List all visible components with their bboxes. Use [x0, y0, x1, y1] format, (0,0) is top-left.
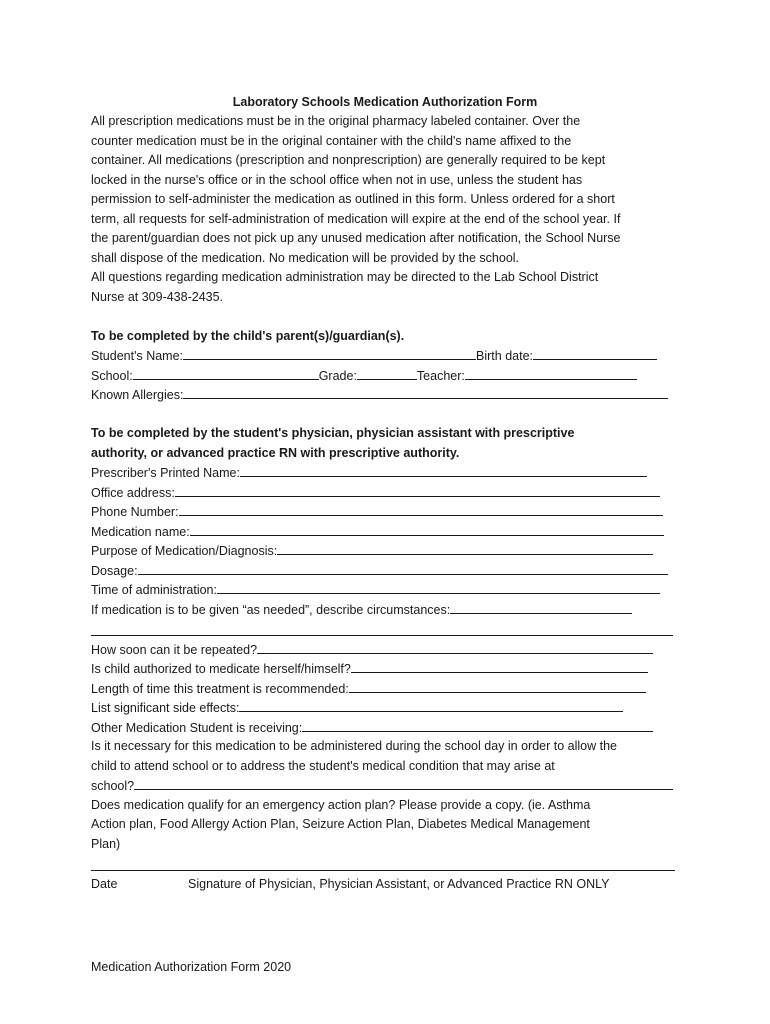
emergency-question-end: Plan)	[91, 836, 121, 851]
necessary-row	[91, 776, 691, 796]
length-row	[91, 679, 691, 699]
medication-field[interactable]	[190, 522, 664, 536]
time-field[interactable]	[217, 580, 660, 594]
student-name-label: Student's Name:	[91, 349, 184, 363]
purpose-field[interactable]	[277, 541, 653, 555]
parent-section-heading: To be completed by the child's parent(s)/guardian(s).	[91, 328, 405, 343]
time-row	[91, 580, 691, 600]
date-label: Date	[91, 876, 118, 891]
length-label: Length of time this treatment is recommended:	[91, 681, 349, 696]
necessary-field[interactable]	[134, 776, 673, 790]
dosage-row	[91, 561, 691, 581]
allergies-row	[91, 385, 691, 405]
medication-row	[91, 522, 691, 542]
intro-line: All questions regarding medication administration may be directed to the Lab School District	[91, 270, 599, 284]
page-footer: Medication Authorization Form 2020	[91, 960, 292, 974]
signature-row	[91, 875, 691, 895]
side-effects-field[interactable]	[239, 698, 623, 712]
other-med-field[interactable]	[302, 718, 653, 732]
intro-line: shall dispose of the medication. No medication will be provided by the school.	[91, 250, 520, 265]
necessary-question-cont: child to attend school or to address the student's medical condition that may arise at	[91, 758, 555, 773]
grade-label: Grade:	[318, 368, 357, 383]
office-row	[91, 483, 691, 503]
phone-label: Phone Number:	[91, 505, 179, 519]
signature-line[interactable]	[91, 854, 675, 871]
repeat-field[interactable]	[257, 640, 653, 654]
physician-section-heading-cont: authority, or advanced practice RN with prescriptive authority.	[91, 445, 460, 460]
as-needed-field[interactable]	[450, 600, 632, 614]
allergies-label: Known Allergies:	[91, 388, 184, 402]
prescriber-label: Prescriber's Printed Name:	[91, 466, 240, 480]
as-needed-row	[91, 600, 691, 620]
necessary-label: school?	[91, 779, 135, 793]
prescriber-row	[91, 463, 691, 483]
teacher-field[interactable]	[465, 366, 637, 380]
self-medicate-field[interactable]	[351, 659, 648, 673]
purpose-label: Purpose of Medication/Diagnosis:	[91, 544, 278, 558]
office-field[interactable]	[175, 483, 660, 497]
phone-row	[91, 502, 691, 522]
allergies-field[interactable]	[183, 385, 668, 399]
signature-label: Signature of Physician, Physician Assistant, or Advanced Practice RN ONLY	[188, 876, 610, 891]
as-needed-field-cont[interactable]	[91, 619, 673, 636]
intro-line: locked in the nurse's office or in the school office when not in use, unless the student has	[91, 172, 583, 187]
self-medicate-label: Is child authorized to medicate herself/himself?	[91, 662, 351, 676]
intro-line: permission to self-administer the medication as outlined in this form. Unless ordered for a short	[91, 192, 615, 206]
time-label: Time of administration:	[91, 583, 217, 597]
intro-line: container. All medications (prescription and nonprescription) are generally required to be kept	[91, 153, 606, 167]
intro-line: Nurse at 309-438-2435.	[91, 289, 224, 304]
phone-field[interactable]	[179, 502, 663, 516]
form-body	[91, 112, 691, 894]
necessary-question: Is it necessary for this medication to be administered during the school day in order to allow the	[91, 739, 617, 753]
intro-line: All prescription medications must be in the original pharmacy labeled container. Over the	[91, 114, 581, 128]
student-name-row	[91, 346, 691, 366]
birth-date-field[interactable]	[533, 346, 657, 360]
emergency-question-cont: Action plan, Food Allergy Action Plan, Seizure Action Plan, Diabetes Medical Management	[91, 817, 590, 831]
physician-section-heading: To be completed by the student's physician, physician assistant with prescriptive	[91, 426, 575, 440]
school-label: School:	[91, 368, 133, 383]
repeat-row	[91, 640, 691, 660]
birth-date-label: Birth date:	[476, 349, 534, 363]
intro-line: counter medication must be in the original container with the child's name affixed to the	[91, 133, 572, 148]
purpose-row	[91, 541, 691, 561]
emergency-question: Does medication qualify for an emergency action plan? Please provide a copy. (ie. Asthma	[91, 797, 591, 812]
self-medicate-row	[91, 659, 691, 679]
length-field[interactable]	[349, 679, 646, 693]
medication-label: Medication name:	[91, 524, 190, 539]
dosage-label: Dosage:	[91, 563, 138, 578]
form-title: Laboratory Schools Medication Authorization Form	[232, 95, 538, 109]
school-row	[91, 366, 691, 386]
other-med-label: Other Medication Student is receiving:	[91, 720, 303, 735]
office-label: Office address:	[91, 485, 175, 500]
prescriber-field[interactable]	[240, 463, 647, 477]
repeat-label: How soon can it be repeated?	[91, 642, 258, 657]
as-needed-label: If medication is to be given “as needed”, describe circumstances:	[91, 602, 451, 617]
side-effects-label: List significant side effects:	[91, 701, 240, 715]
intro-line: term, all requests for self-administration of medication will expire at the end of the school year. If	[91, 211, 621, 226]
student-name-field[interactable]	[183, 346, 476, 360]
dosage-field[interactable]	[138, 561, 668, 575]
other-med-row	[91, 718, 691, 738]
intro-line: the parent/guardian does not pick up any unused medication after notification, the School Nurse	[91, 231, 621, 245]
school-field[interactable]	[133, 366, 319, 380]
side-effects-row	[91, 698, 691, 718]
grade-field[interactable]	[357, 366, 417, 380]
teacher-label: Teacher:	[416, 368, 465, 383]
